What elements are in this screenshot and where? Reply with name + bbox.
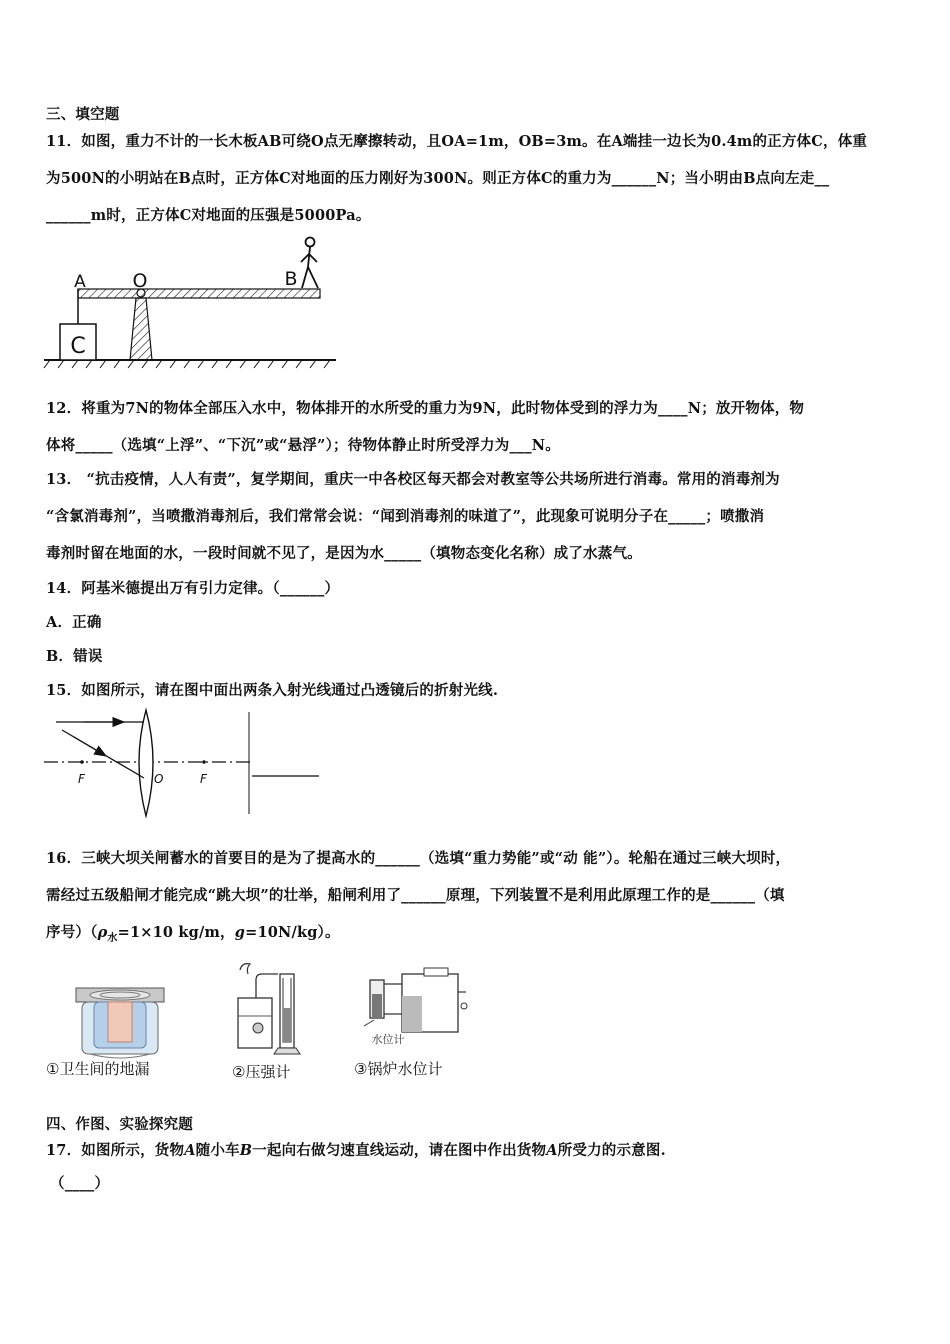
q11-line-2: 为500N的小明站在B点时，正方体C对地面的压力刚好为300N。则正方体C的重力为______N；当小明由B点向左走__ [46,170,830,187]
q14-option-b: B．错误 [46,648,103,665]
focus-left-label: F [78,772,85,786]
q14-option-a: A．正确 [46,614,102,631]
floor-drain-figure [70,980,170,1060]
boiler-gauge-figure [358,962,470,1052]
optical-center-label: O [154,772,164,786]
q17-line-1: 17．如图所示，货物A随小车B一起向右做匀速直线运动，请在图中作出货物A所受力的示意图. [46,1142,666,1159]
water-level-label: 水位计 [371,1033,405,1046]
q11-lever-figure [44,232,339,372]
q14-line-1: 14．阿基米德提出万有引力定律。（______） [46,580,340,597]
q13-line-2: “含氯消毒剂”，当喷撒消毒剂后，我们常常会说：“闻到消毒剂的味道了”，此现象可说明分子在_____；喷撒消 [46,508,765,525]
convex-lens [139,710,153,816]
caption-pressure-gauge: ②压强计 [232,1063,291,1081]
pressure-gauge-figure [228,958,308,1058]
section-3-title: 三、填空题 [46,106,120,123]
label-b: B [284,268,298,290]
q12-line-2: 体将_____（选填“上浮”、“下沉”或“悬浮”）；待物体静止时所受浮力为___N。 [46,437,560,454]
q15-lens-figure [44,706,329,818]
label-a: A [74,272,86,292]
q13-line-1: 13． “抗击疫情，人人有责”，复学期间，重庆一中各校区每天都会对教室等公共场所进行消毒。常用的消毒剂为 [46,471,780,488]
person-figure [301,238,318,289]
q16-line-2: 需经过五级船闸才能完成“跳大坝”的壮举，船闸利用了______原理，下列装置不是利用此原理工作的是______（填 [46,887,785,904]
q16-line-3: 序号）（$\rho_水=1\times 10$ kg/m，g=10N/kg）。 [46,924,340,944]
focus-right-label: F [200,772,207,786]
q15-line-1: 15．如图所示，请在图中面出两条入射光线通过凸透镜后的折射光线. [46,682,499,699]
caption-floor-drain: ①卫生间的地漏 [46,1060,150,1078]
q11-line-3: ______m时，正方体C对地面的压强是5000Pa。 [46,207,371,224]
section-4-title: 四、作图、实验探究题 [46,1116,193,1133]
caption-boiler-gauge: ③锅炉水位计 [354,1060,443,1078]
q13-line-3: 毒剂时留在地面的水，一段时间就不见了，是因为水_____（填物态变化名称）成了水蒸气。 [46,545,642,562]
q11-line-1: 11．如图，重力不计的一长木板AB可绕O点无摩擦转动，且OA=1m，OB=3m。在A端挂一边长为0.4m的正方体C，体重 [46,133,868,150]
q12-line-1: 12．将重为7N的物体全部压入水中，物体排开的水所受的重力为9N，此时物体受到的浮力为____N；放开物体，物 [46,400,805,417]
lever-board [78,289,320,298]
q16-line-1: 16．三峡大坝关闸蓄水的首要目的是为了提高水的______（选填“重力势能”或“动 能”）。轮船在通过三峡大坝时， [46,850,791,867]
q17-answer-blank: （____） [50,1175,110,1192]
label-o: O [132,270,148,292]
label-c: C [70,334,86,359]
